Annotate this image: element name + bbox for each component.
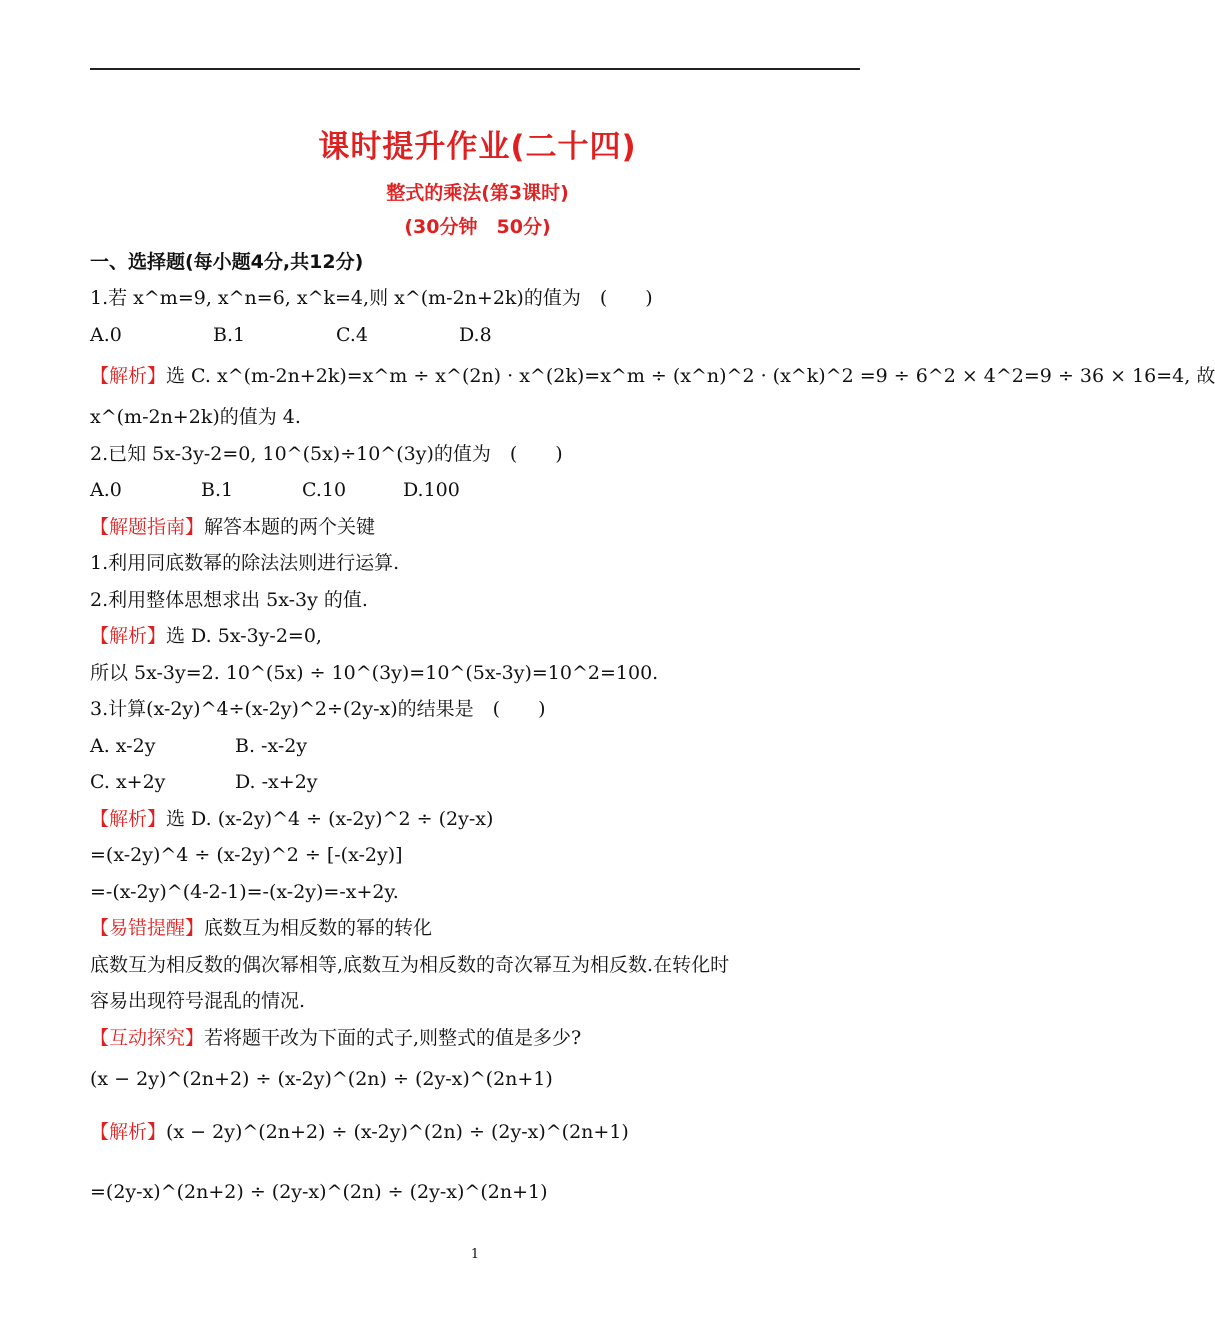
q2-option-a: A.0: [90, 479, 122, 501]
q2-guide-tag: 【解题指南】: [90, 515, 205, 538]
q3-extension-solution2: =(2y-x)^(2n+2) ÷ (2y-x)^(2n) ÷ (2y-x)^(2n+1): [90, 1181, 548, 1203]
q3-option-b: B. -x-2y: [235, 734, 308, 757]
q3-options-row1: [90, 728, 865, 765]
q3-extension-solution-text: (x − 2y)^(2n+2) ÷ (x-2y)^(2n) ÷ (2y-x)^(2n+1): [166, 1121, 629, 1143]
q1-option-a: A.0: [90, 323, 122, 346]
q3-option-a: A. x-2y: [90, 734, 156, 757]
q3-error-text2: 容易出现符号混乱的情况.: [90, 990, 306, 1012]
q2-guide-title: 解答本题的两个关键: [204, 515, 376, 538]
q3-solution-line2: =(x-2y)^4 ÷ (x-2y)^2 ÷ [-(x-2y)]: [90, 844, 403, 866]
q2-solution-line2: 所以 5x-3y=2. 10^(5x) ÷ 10^(3y)=10^(5x-3y)=10^2=100.: [90, 661, 659, 684]
q1-option-c: C.4: [336, 323, 368, 346]
q2-solution-line1: [90, 618, 865, 655]
q2-guide-point1: 1.利用同底数幂的除法法则进行运算.: [90, 552, 400, 574]
q2-guide-point2: 2.利用整体思想求出 5x-3y 的值.: [90, 588, 368, 611]
q3-stem: 3.计算(x-2y)^4÷(x-2y)^2÷(2y-x)的结果是 ( ): [90, 698, 546, 720]
time-score-subtitle: (30分钟 50分): [404, 216, 551, 238]
q3-error-heading: [90, 910, 865, 947]
q3-error-text1: 底数互为相反数的偶次幂相等,底数互为相反数的奇次幂互为相反数.在转化时: [90, 953, 730, 976]
q1-option-d: D.8: [459, 323, 492, 346]
q3-extension-expression: (x − 2y)^(2n+2) ÷ (x-2y)^(2n) ÷ (2y-x)^(2n+1): [90, 1068, 553, 1090]
q1-solution-text: 选 C. x^(m-2n+2k)=x^m ÷ x^(2n) · x^(2k)=x^m ÷ (x^n)^2 · (x^k)^2 =9 ÷ 6^2 × 4^2=9 ÷ 36 × 16=4, 故: [166, 365, 1215, 387]
q3-extension-analysis-tag: 【解析】: [90, 1121, 167, 1143]
q1-solution-line1: [90, 353, 1215, 399]
q2-guide-heading: [90, 509, 865, 546]
header-rule: [90, 68, 860, 70]
q2-options: [90, 472, 865, 509]
q3-extension-solution1: [90, 1102, 865, 1162]
q1-options: [90, 317, 865, 354]
lesson-subtitle: 整式的乘法(第3课时): [386, 182, 569, 204]
q2-option-b: B.1: [201, 479, 234, 501]
q3-extension-title: 若将题干改为下面的式子,则整式的值是多少?: [204, 1026, 582, 1049]
q3-solution-text: 选 D. (x-2y)^4 ÷ (x-2y)^2 ÷ (2y-x): [166, 807, 494, 830]
q3-option-d: D. -x+2y: [235, 771, 318, 793]
document-page: [90, 110, 1215, 1222]
q3-extension-heading: [90, 1020, 865, 1057]
q3-error-tag: 【易错提醒】: [90, 917, 205, 939]
page-title: 课时提升作业(二十四): [318, 129, 637, 165]
q3-analysis-tag: 【解析】: [90, 807, 167, 830]
q2-option-d: D.100: [403, 479, 460, 501]
section-heading: 一、选择题(每小题4分,共12分): [90, 251, 364, 273]
q3-extension-tag: 【互动探究】: [90, 1026, 205, 1049]
q3-option-c: C. x+2y: [90, 771, 166, 793]
q1-stem: 1.若 x^m=9, x^n=6, x^k=4,则 x^(m-2n+2k)的值为 ( ): [90, 287, 653, 309]
q3-options-row2: [90, 764, 865, 801]
q2-solution-text: 选 D. 5x-3y-2=0,: [166, 625, 322, 647]
q2-analysis-tag: 【解析】: [90, 625, 167, 647]
q2-stem: 2.已知 5x-3y-2=0, 10^(5x)÷10^(3y)的值为 ( ): [90, 442, 563, 465]
q1-analysis-tag: 【解析】: [90, 365, 167, 387]
q1-option-b: B.1: [213, 323, 246, 346]
q3-error-title: 底数互为相反数的幂的转化: [204, 917, 433, 939]
q3-solution-line1: [90, 801, 865, 838]
q1-solution-line2: x^(m-2n+2k)的值为 4.: [90, 406, 301, 428]
q3-solution-line3: =-(x-2y)^(4-2-1)=-(x-2y)=-x+2y.: [90, 880, 399, 903]
page-number: 1: [470, 1247, 480, 1262]
q2-option-c: C.10: [302, 479, 347, 501]
